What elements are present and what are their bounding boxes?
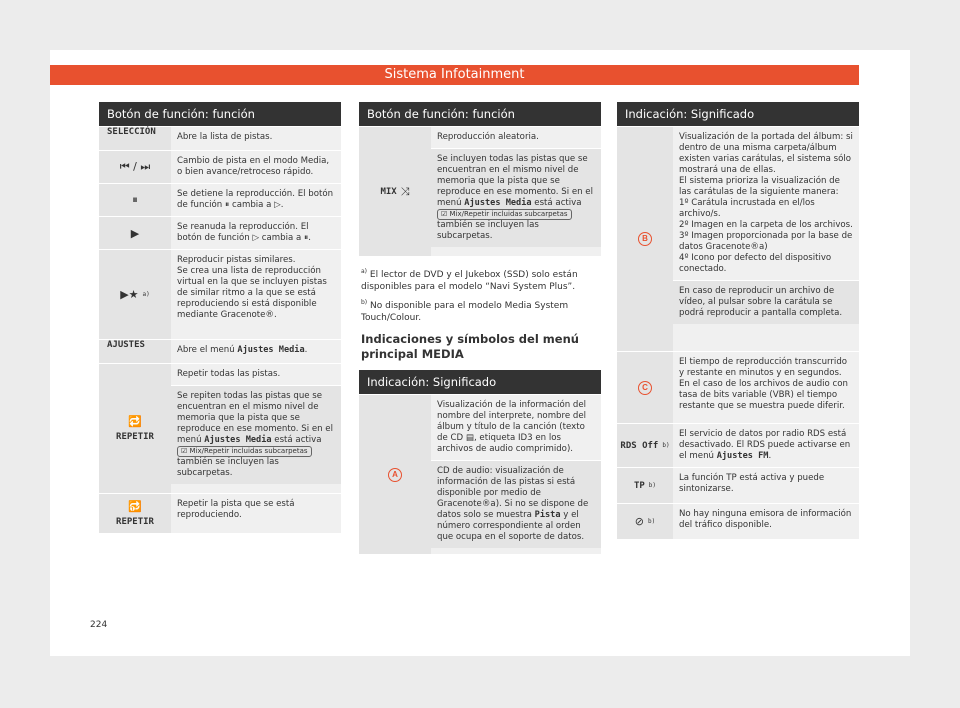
section-title: Indicaciones y símbolos del menú principal MEDIA [361,332,579,361]
table-head: Indicación: Significado [617,102,859,126]
table-row [99,363,341,493]
row-value: Abre la lista de pistas. [171,127,341,150]
prev-next-icon: ⏮ / ⏭ [119,160,151,173]
table-row [617,126,859,351]
table-row: RDS Off b) El servicio de datos por radio RDS está desactivado. El RDS puede activarse en el menú Ajustes FM. [617,423,859,467]
table-row [99,339,341,363]
row-value: El tiempo de reproducción transcurrido y restante en minutos y en segundos. En el caso de los archivos de audio con tasa de bits variable (VBR) el tiempo restante que se muestra puede diferir. [673,352,859,423]
row-value: Cambio de pista en el modo Media, o bien avance/retroceso rápido. [171,151,341,183]
sub-value: Se incluyen todas las pistas que se encuentran en el mismo nivel de memoria que la pista que se reproduce en ese momento. Si en el menú Ajustes Media está activa ☑ Mix/Repetir incluidas subcarpetas también se incluyen las subcarpetas. [431,148,601,247]
row-value: El servicio de datos por radio RDS está desactivado. El RDS puede activarse en el menú Ajustes FM. [673,424,859,467]
row-key: REPETIR [116,517,154,527]
setting-chip: ☑ Mix/Repetir incluidas subcarpetas [437,209,572,220]
no-traffic-icon: ⊘ [634,515,644,528]
table-head: Botón de función: función [99,102,341,126]
footnote-a: $^{a)}$ El lector de DVD y el Jukebox (SSD) solo están disponibles para el modelo “Navi System Plus”. [361,268,578,292]
shuffle-icon: ⤨ [400,184,410,198]
table-row [99,150,341,183]
row-key: SELECCIÓN [99,127,171,150]
play-icon: ▶ [130,226,140,240]
marker-b: B [638,232,652,246]
table-row [99,493,341,533]
table-row: ⊘ b) No hay ninguna emisora de información del tráfico disponible. [617,503,859,539]
row-value: La función TP está activa y puede sintonizarse. [673,468,859,503]
table-row [359,126,601,256]
sub-value: Se repiten todas las pistas que se encuentran en el mismo nivel de memoria que la pista que se reproduce en ese momento. Si en el menú Ajustes Media está activa ☑ Mix/Repetir incluidas subcarpetas también se incluyen las subcarpetas. [171,385,341,484]
indication-table [617,102,859,539]
sub-value: Visualización de la portada del álbum: si dentro de una misma carpeta/álbum existen varias carátulas, el sistema sólo mostrará una de ellas. El sistema prioriza la visualización de las carátulas de la siguiente manera: 1º Carátula incrustada en el/los archivo/s. 2º Imagen en la carpeta de los archivos. 3º Imagen proporcionada por la base de datos Gracenote®a) 4º Icono por defecto del dispositivo conectado. [673,127,859,280]
table-head: Indicación: Significado [359,370,601,394]
table-row: TP b) La función TP está activa y puede sintonizarse. [617,467,859,503]
sub-value: En caso de reproducir un archivo de vídeo, al pulsar sobre la carátula se podrá reproducir a pantalla completa. [673,280,859,324]
row-key: MIX [380,186,397,197]
footnote-ref: a) [142,291,150,298]
sub-value: Reproducción aleatoria. [431,127,601,148]
page-number: 224 [90,620,108,630]
table-row [99,183,341,216]
row-value: Abre el menú Ajustes Media. [171,340,341,363]
table-row [99,216,341,249]
row-value: Reproducir pistas similares. Se crea una lista de reproducción virtual en la que se incluyen pistas de similar ritmo a la que se está reproduciendo si está disponible mediante Gracenote®. [171,250,341,339]
row-value: Repetir la pista que se está reproduciendo. [171,494,341,533]
table-head: Botón de función: función [359,102,601,126]
footnote-b: $^{b)}$ No disponible para el modelo Media System Touch/Colour. [361,299,569,323]
setting-chip: ☑ Mix/Repetir incluidas subcarpetas [177,446,312,457]
function-table-2 [359,102,601,554]
table-row [617,351,859,423]
header-title: Sistema Infotainment [384,67,525,82]
row-key: AJUSTES [99,340,171,363]
row-key: RDS Off [620,440,659,451]
sub-value: Visualización de la información del nombre del interprete, nombre del álbum y título de la canción (texto de CD ▤, etiqueta ID3 en los archivos de audio comprimido). [431,395,601,460]
row-value: Se reanuda la reproducción. El botón de función ▷ cambia a ⏸. [171,217,341,249]
sub-value: CD de audio: visualización de información de las pistas si está disponible por medio de Gracenote®a). Si no se dispone de datos solo se muestra Pista y el número correspondiente al orden que ocupa en el soporte de datos. [431,460,601,548]
row-key: TP [633,480,645,491]
similar-tracks-icon: ▶★ [120,288,139,301]
repeat-one-icon: 🔂 [128,500,142,513]
repeat-all-icon: 🔁 [128,415,142,428]
marker-c: C [638,381,652,395]
sub-value: Repetir todas las pistas. [171,364,341,385]
row-key: REPETIR [116,432,154,442]
row-value: No hay ninguna emisora de información del tráfico disponible. [673,504,859,539]
function-table-1 [99,102,341,533]
row-value: Se detiene la reproducción. El botón de función ⏸ cambia a ▷. [171,184,341,216]
table-row [99,249,341,339]
page-header [50,65,859,85]
marker-a: A [388,468,402,482]
pause-icon: ⏸ [132,193,138,206]
table-row [99,126,341,150]
table-row [359,394,601,554]
